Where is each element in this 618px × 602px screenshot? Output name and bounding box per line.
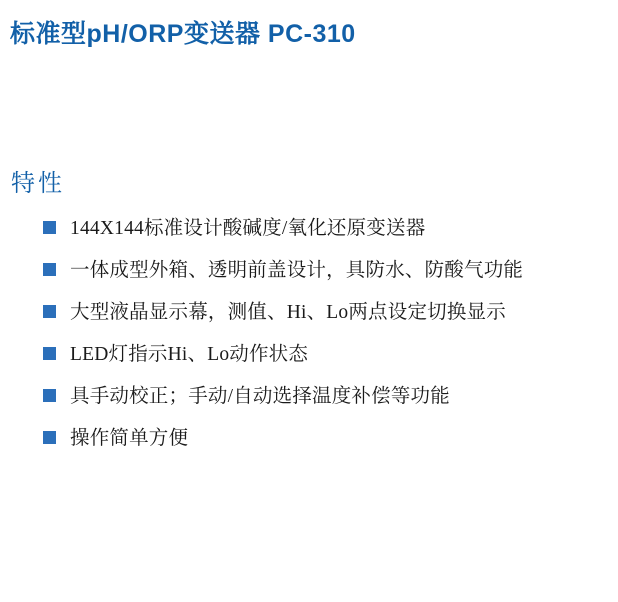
bullet-square-icon: [43, 305, 56, 318]
list-item: [43, 338, 603, 371]
feature-text: LED灯指示Hi、Lo动作状态: [70, 344, 309, 365]
feature-text: 具手动校正；手动/自动选择温度补偿等功能: [70, 386, 450, 407]
section-heading-features: 特性: [11, 171, 65, 197]
bullet-square-icon: [43, 431, 56, 444]
feature-text: 操作简单方便: [70, 428, 189, 449]
list-item: [43, 212, 603, 245]
list-item: [43, 380, 603, 413]
feature-text: 一体成型外箱、透明前盖设计，具防水、防酸气功能: [70, 260, 524, 281]
feature-text: 大型液晶显示幕，测值、Hi、Lo两点设定切换显示: [70, 302, 506, 323]
feature-list: [43, 212, 603, 464]
feature-text: 144X144标准设计酸碱度/氧化还原变送器: [70, 218, 426, 239]
page-title: 标准型pH/ORP变送器 PC-310: [10, 20, 356, 48]
list-item: [43, 422, 603, 455]
bullet-square-icon: [43, 347, 56, 360]
list-item: [43, 296, 603, 329]
bullet-square-icon: [43, 263, 56, 276]
bullet-square-icon: [43, 221, 56, 234]
list-item: [43, 254, 603, 287]
bullet-square-icon: [43, 389, 56, 402]
